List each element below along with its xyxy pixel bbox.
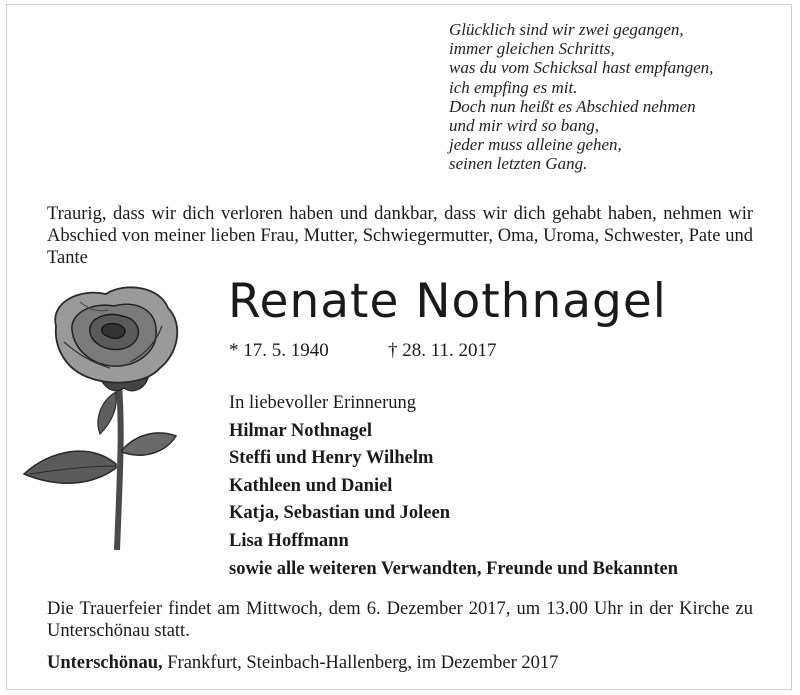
family-member: Hilmar Nothnagel xyxy=(229,420,373,441)
rose-icon xyxy=(20,282,220,552)
birth-date: * 17. 5. 1940 xyxy=(229,340,329,361)
poem xyxy=(449,20,789,174)
intro-text: Traurig, dass wir dich verloren haben und dankbar, dass wir dich gehabt haben, nehmen wir Abschied von meiner lieben Frau, Mutter, Schwiegermutter, Oma, Uroma, Schwester, Pate und Tante xyxy=(47,204,753,268)
poem-line: Doch nun heißt es Abschied nehmen xyxy=(449,96,696,116)
poem-line: immer gleichen Schritts, xyxy=(449,39,615,59)
life-dates xyxy=(229,340,589,362)
poem-line: was du vom Schicksal hast empfangen, xyxy=(449,58,714,78)
poem-line: Glücklich sind wir zwei gegangen, xyxy=(449,20,684,39)
place-primary: Unterschönau, xyxy=(47,653,163,673)
family-member: Lisa Hoffmann xyxy=(229,530,349,551)
poem-line: jeder muss alleine gehen, xyxy=(449,135,622,155)
family-member: Kathleen und Daniel xyxy=(229,475,393,496)
family-member: sowie alle weiteren Verwandten, Freunde und Bekannten xyxy=(229,558,678,579)
poem-line: und mir wird so bang, xyxy=(449,116,600,136)
place-date-line xyxy=(47,652,767,674)
poem-line: seinen letzten Gang. xyxy=(449,154,588,174)
family-member: Katja, Sebastian und Joleen xyxy=(229,503,451,524)
service-info: Die Trauerfeier findet am Mittwoch, dem 6. Dezember 2017, um 13.00 Uhr in der Kirche zu Unterschönau statt. xyxy=(47,599,753,641)
poem-line: ich empfing es mit. xyxy=(449,77,578,97)
family-list xyxy=(229,390,789,583)
family-lead: In liebevoller Erinnerung xyxy=(229,393,416,413)
deceased-name: Renate Nothnagel xyxy=(228,274,667,329)
death-date: † 28. 11. 2017 xyxy=(388,340,497,361)
family-member: Steffi und Henry Wilhelm xyxy=(229,448,434,469)
place-rest: Frankfurt, Steinbach-Hallenberg, im Dezember 2017 xyxy=(162,653,559,673)
